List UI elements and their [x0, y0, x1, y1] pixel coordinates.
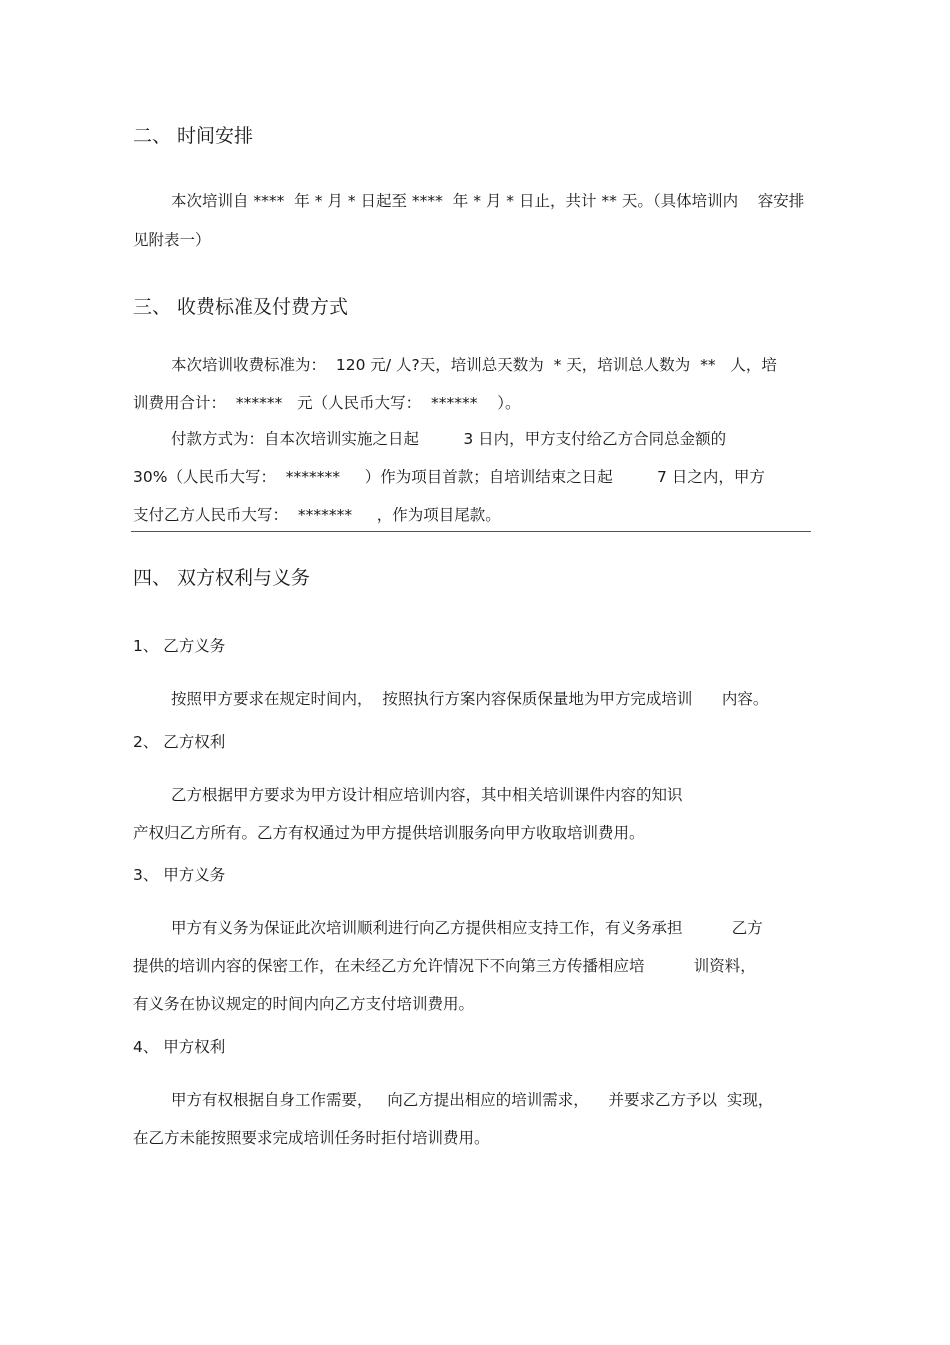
section-2-para-1-line-2: 见附表一） [133, 231, 211, 249]
section-3-para-1-line-1: 本次培训收费标准为： 120 元/ 人?天，培训总天数为 * 天，培训总人数为 ** 人，培 [171, 356, 777, 374]
section-3-heading: 三、 收费标准及付费方式 [133, 296, 349, 318]
item-3-line-1: 甲方有义务为保证此次培训顺利进行向乙方提供相应支持工作，有义务承担 乙方 [171, 919, 763, 937]
section-2-heading: 二、 时间安排 [133, 125, 254, 147]
item-2-line-2: 产权归乙方所有。乙方有权通过为甲方提供培训服务向甲方收取培训费用。 [133, 824, 645, 842]
item-2-line-1: 乙方根据甲方要求为甲方设计相应培训内容，其中相关培训课件内容的知识 [171, 786, 683, 804]
horizontal-divider [131, 531, 811, 532]
section-3-para-2-line-2: 30%（人民币大写： ******* ）作为项目首款；自培训结束之日起 7 日之内，甲方 [133, 468, 765, 486]
item-3-line-3: 有义务在协议规定的时间内向乙方支付培训费用。 [133, 995, 475, 1013]
section-4-heading: 四、 双方权利与义务 [133, 567, 311, 589]
item-3-title: 3、 甲方义务 [133, 866, 226, 884]
item-4-line-2: 在乙方未能按照要求完成培训任务时拒付培训费用。 [133, 1129, 490, 1147]
item-3-line-2: 提供的培训内容的保密工作，在未经乙方允许情况下不向第三方传播相应培 训资料， [133, 957, 756, 975]
section-3-para-2-line-1: 付款方式为：自本次培训实施之日起 3 日内，甲方支付给乙方合同总金额的 [171, 430, 727, 448]
item-4-line-1: 甲方有权根据自身工作需要， 向乙方提出相应的培训需求， 并要求乙方予以 实现， [171, 1091, 774, 1109]
section-3-para-2-line-3: 支付乙方人民币大写： ******* ，作为项目尾款。 [133, 506, 501, 524]
item-1-line-1: 按照甲方要求在规定时间内， 按照执行方案内容保质保量地为甲方完成培训 内容。 [171, 690, 769, 708]
item-1-title: 1、 乙方义务 [133, 637, 226, 655]
item-4-title: 4、 甲方权利 [133, 1038, 226, 1056]
section-3-para-1-line-2: 训费用合计： ****** 元（人民币大写： ****** ）。 [133, 394, 521, 412]
item-2-title: 2、 乙方权利 [133, 733, 226, 751]
section-2-para-1-line-1: 本次培训自 **** 年 * 月 * 日起至 **** 年 * 月 * 日止，共计 ** 天。（具体培训内 容安排 [171, 192, 805, 210]
